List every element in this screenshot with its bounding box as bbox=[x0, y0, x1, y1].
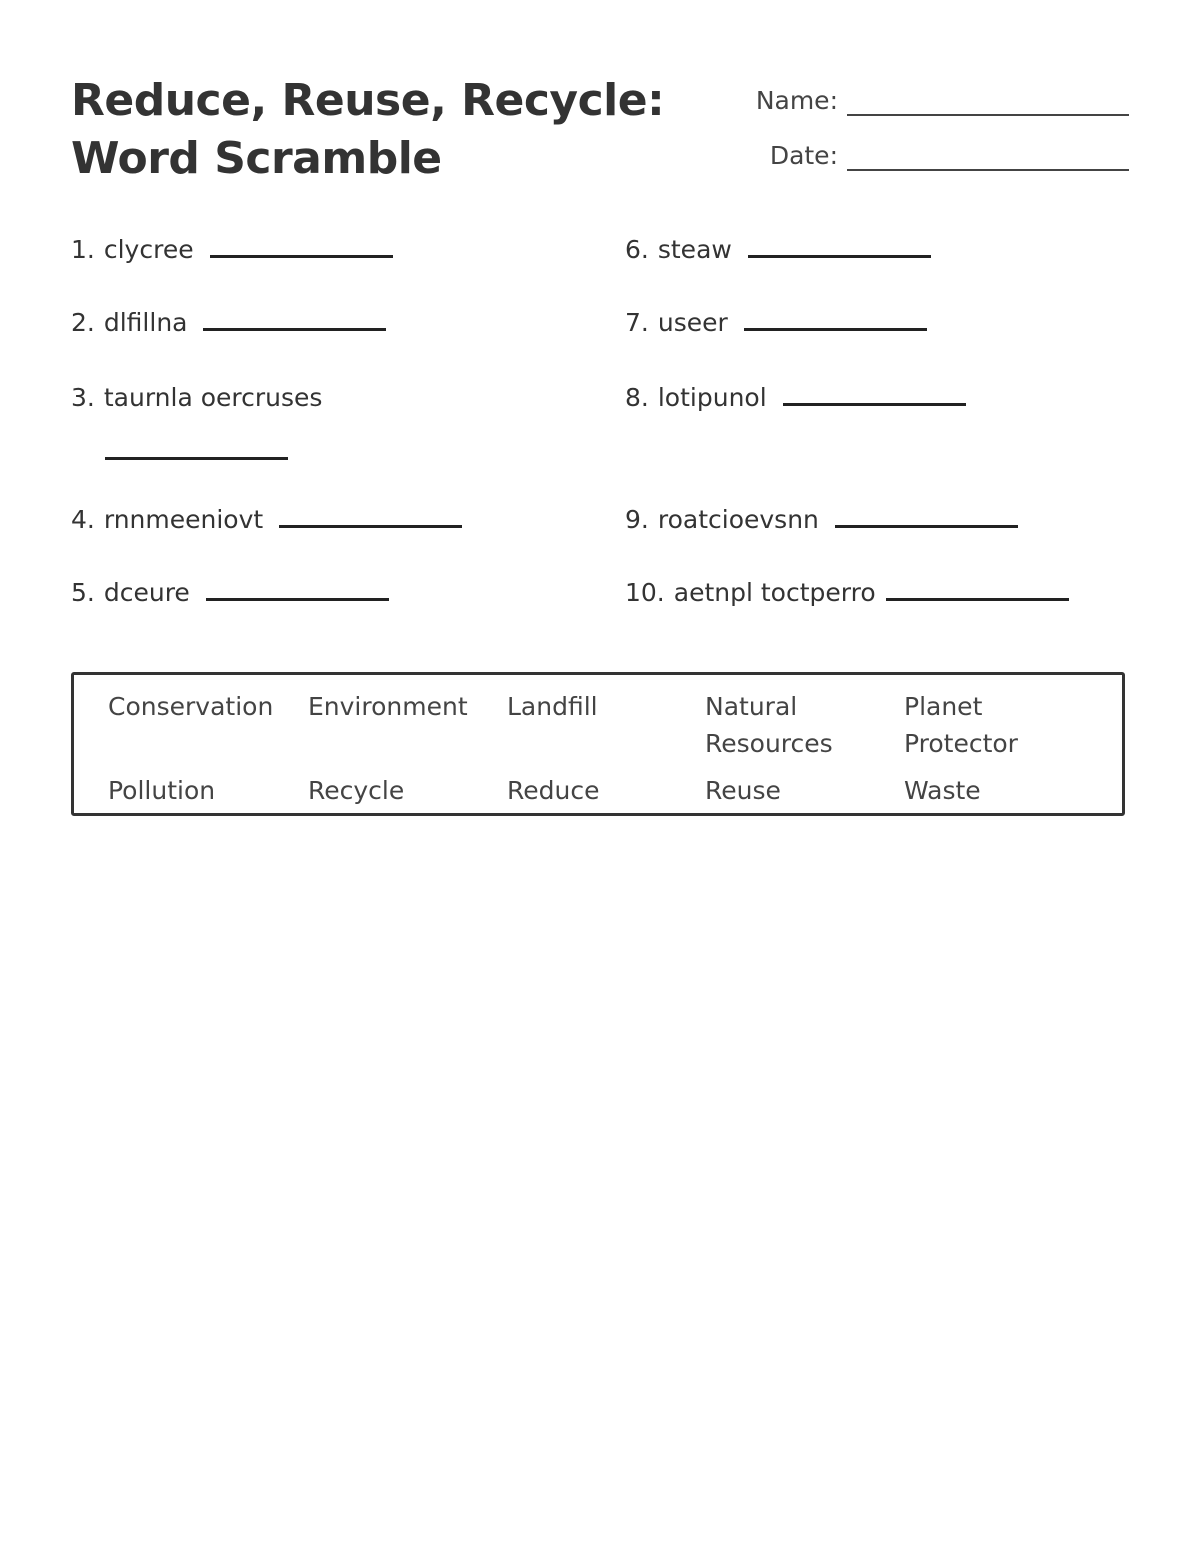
date-line[interactable] bbox=[847, 169, 1129, 171]
scramble-item-2 bbox=[71, 308, 386, 338]
title-line-2: Word Scramble bbox=[71, 133, 442, 184]
scrambled-word: useer bbox=[657, 308, 728, 337]
item-number: 3. bbox=[71, 383, 95, 412]
answer-blank[interactable] bbox=[783, 403, 966, 406]
answer-blank[interactable] bbox=[206, 598, 389, 601]
answer-blank[interactable] bbox=[748, 255, 931, 258]
scramble-item-3 bbox=[71, 383, 322, 413]
item-number: 1. bbox=[71, 235, 95, 264]
scramble-item-7 bbox=[625, 308, 927, 338]
answer-blank[interactable] bbox=[210, 255, 393, 258]
scrambled-word: dlfillna bbox=[103, 308, 188, 337]
word-bank-item: Environment bbox=[308, 692, 468, 721]
title-line-1: Reduce, Reuse, Recycle: bbox=[71, 75, 665, 126]
worksheet-title bbox=[71, 72, 664, 188]
answer-blank[interactable] bbox=[886, 598, 1069, 601]
scramble-item-1 bbox=[71, 235, 393, 265]
answer-blank[interactable] bbox=[744, 328, 927, 331]
scrambled-word: roatcioevsnn bbox=[657, 505, 819, 534]
scrambled-word: rnnmeeniovt bbox=[103, 505, 264, 534]
item-number: 7. bbox=[625, 308, 649, 337]
scrambled-word: lotipunol bbox=[657, 383, 767, 412]
answer-blank[interactable] bbox=[279, 525, 462, 528]
scrambled-word: steaw bbox=[657, 235, 732, 264]
word-bank-item: Pollution bbox=[108, 776, 216, 805]
word-bank bbox=[71, 672, 1125, 816]
date-field bbox=[770, 131, 1129, 171]
word-bank-item: Reduce bbox=[507, 776, 600, 805]
scramble-item-8 bbox=[625, 383, 966, 413]
date-label: Date: bbox=[769, 141, 838, 170]
word-bank-item: Conservation bbox=[108, 692, 274, 721]
answer-blank[interactable] bbox=[835, 525, 1018, 528]
word-bank-item: Planet Protector bbox=[904, 692, 1018, 758]
name-field bbox=[756, 76, 1129, 116]
scramble-item-5 bbox=[71, 578, 389, 608]
scramble-item-4 bbox=[71, 505, 462, 535]
word-bank-item: Waste bbox=[904, 776, 981, 805]
scramble-item-10 bbox=[625, 578, 1069, 608]
scramble-item-6 bbox=[625, 235, 931, 265]
scrambled-word: aetnpl toctperro bbox=[673, 578, 876, 607]
item-number: 5. bbox=[71, 578, 95, 607]
item-number: 6. bbox=[625, 235, 649, 264]
scrambled-word: dceure bbox=[103, 578, 190, 607]
item-number: 10. bbox=[625, 578, 665, 607]
name-line[interactable] bbox=[847, 114, 1129, 116]
answer-blank-3[interactable] bbox=[105, 457, 288, 460]
item-number: 4. bbox=[71, 505, 95, 534]
item-number: 8. bbox=[625, 383, 649, 412]
item-number: 9. bbox=[625, 505, 649, 534]
scrambled-word: taurnla oercruses bbox=[103, 383, 323, 412]
scramble-item-9 bbox=[625, 505, 1018, 535]
item-number: 2. bbox=[71, 308, 95, 337]
word-bank-item: Natural Resources bbox=[705, 692, 833, 758]
scrambled-word: clycree bbox=[103, 235, 194, 264]
name-label: Name: bbox=[755, 86, 838, 115]
word-bank-item: Reuse bbox=[705, 776, 781, 805]
word-bank-item: Recycle bbox=[308, 776, 405, 805]
answer-blank[interactable] bbox=[203, 328, 386, 331]
word-bank-item: Landfill bbox=[507, 692, 598, 721]
